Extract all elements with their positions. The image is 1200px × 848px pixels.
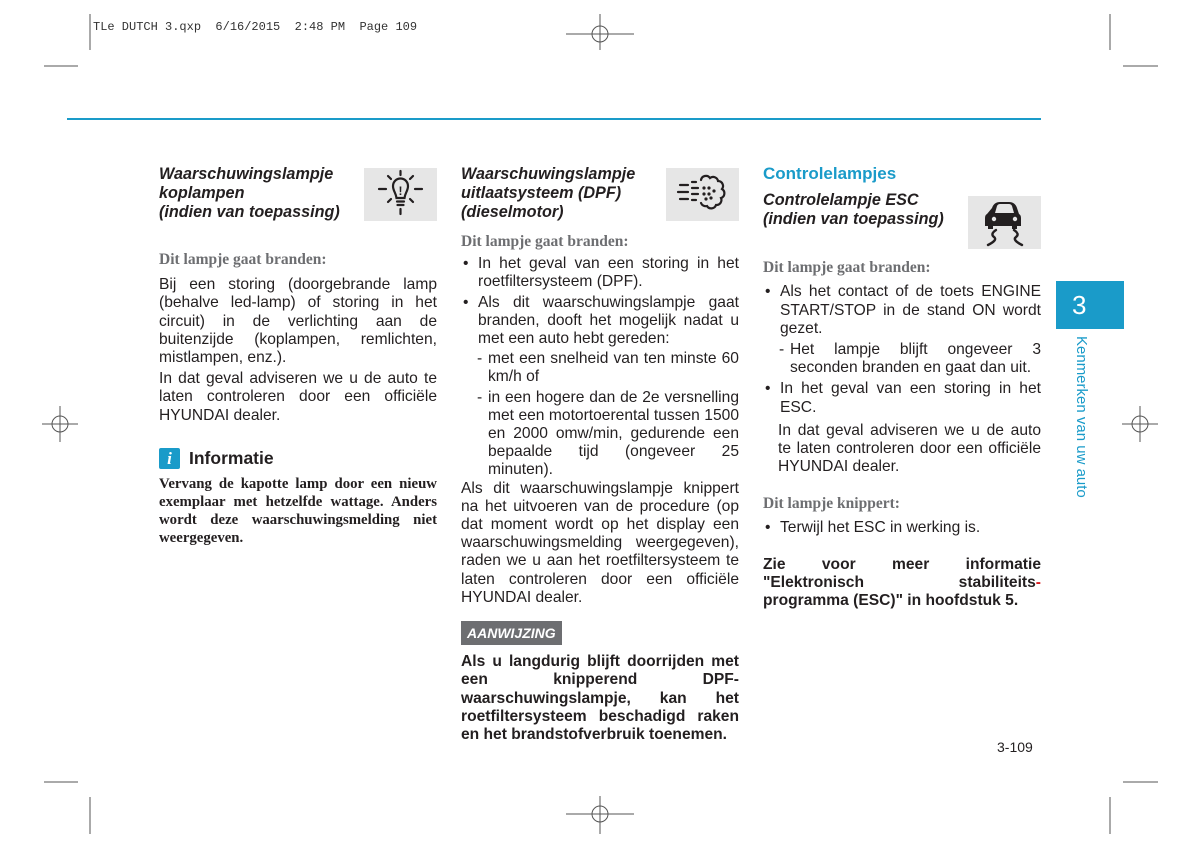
subheading: Dit lampje gaat branden: — [763, 259, 931, 277]
paragraph: Als dit waarschuwingslampje knippert na het uitvoeren van de procedure (op dat moment wordt op het display een waarschuwingsmelding weergegeven), raden we u aan het roetfiltersysteem te laten controleren door een officiële HYUNDAI dealer. — [461, 479, 739, 606]
note-body: Als u langdurig blijft doorrijden met een knipperend DPF-waarschuwingslampje, kan het roetfiltersysteem beschadigd raken en het brandstofverbruik toenemen. — [461, 653, 739, 744]
headlamp-warning-icon — [364, 168, 437, 221]
esc-indicator-icon — [968, 196, 1041, 249]
bullet-list — [461, 255, 739, 348]
list-item: • Als het contact of de toets ENGINE START/STOP in de stand ON wordt gezet. — [763, 283, 1041, 338]
svg-text:!: ! — [398, 184, 403, 198]
list-item: • Als dit waarschuwingslampje gaat branden, dooft het mogelijk nadat u met een auto hebt gereden: — [461, 294, 739, 349]
column-dpf-warning — [461, 165, 739, 744]
dash-list — [461, 350, 739, 479]
section-heading: Controlelampjes — [763, 164, 897, 183]
bullet-list — [763, 283, 1041, 338]
column-headlamp-warning — [159, 165, 437, 547]
info-box — [159, 448, 437, 547]
list-item: • Terwijl het ESC in werking is. — [763, 519, 1041, 537]
info-icon: i — [159, 448, 180, 469]
top-rule — [67, 118, 1041, 120]
chapter-title: Kenmerken van uw auto — [1073, 336, 1090, 498]
paragraph: In dat geval adviseren we u de auto te laten controleren door een officiële HYUNDAI dealer. — [159, 370, 437, 424]
dpf-warning-icon — [666, 168, 739, 221]
note-box — [461, 621, 739, 744]
note-badge: AANWIJZING — [461, 621, 562, 645]
print-header: TLe DUTCH 3.qxp 6/16/2015 2:48 PM Page 109 — [93, 20, 418, 34]
bullet-list — [763, 519, 1041, 537]
chapter-tab — [1056, 281, 1124, 329]
subheading: Dit lampje gaat branden: — [159, 251, 327, 268]
list-item: • In het geval van een storing in het ESC. — [763, 380, 1041, 416]
section-title: Waarschuwingslampje uitlaatsysteem (DPF) (dieselmotor) — [461, 165, 636, 221]
page-number: 3-109 — [997, 739, 1033, 755]
subheading: Dit lampje knippert: — [763, 495, 900, 513]
info-body: Vervang de kapotte lamp door een nieuw exemplaar met hetzelfde wattage. Anders wordt deze waarschuwingsmelding niet weergegeven. — [159, 475, 437, 546]
reference-note: Zie voor meer informatie "Elektronisch stabiliteits- programma (ESC)" in hoofdstuk 5. — [763, 555, 1041, 610]
paragraph: Bij een storing (doorgebrande lamp (behalve led-lamp) of storing in het circuit) in de verlichting aan de buitenzijde (koplampen, remlichten, mistlampen, enz.). — [159, 276, 437, 367]
dash-list — [763, 341, 1041, 377]
list-item: - Het lampje blijft ongeveer 3 seconden branden en gaat dan uit. — [779, 341, 1041, 377]
section-title: Controlelampje ESC (indien van toepassing) — [763, 191, 944, 229]
section-title: Waarschuwingslampje koplampen (indien van toepassing) — [159, 165, 340, 221]
info-title: Informatie — [189, 448, 274, 469]
list-item: - met een snelheid van ten minste 60 km/h of — [477, 350, 739, 386]
list-item: • In het geval van een storing in het roetfiltersysteem (DPF). — [461, 255, 739, 291]
chapter-number: 3 — [1072, 290, 1087, 320]
subheading: Dit lampje gaat branden: — [461, 233, 629, 250]
list-item: - in een hogere dan de 2e versnelling met een motortoerental tussen 1500 en 2000 omw/min, gedurende een bepaalde tijd (ongeveer 25 minuten). — [477, 389, 739, 480]
paragraph: In dat geval adviseren we u de auto te laten controleren door een officiële HYUNDAI dealer. — [778, 421, 1041, 476]
bullet-list — [763, 380, 1041, 416]
